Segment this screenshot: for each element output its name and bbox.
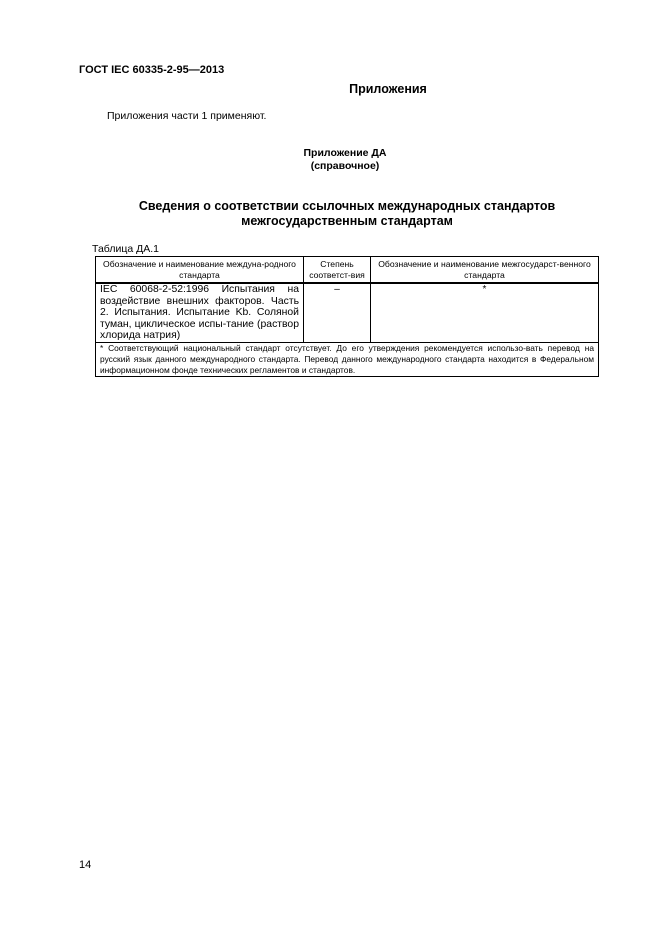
table-row xyxy=(96,283,599,342)
annex-heading xyxy=(0,199,661,229)
cell-degree: – xyxy=(304,283,371,342)
column-header-international: Обозначение и наименование междуна-родного стандарта xyxy=(96,257,304,284)
table-header-row xyxy=(96,257,599,284)
table-label: Таблица ДА.1 xyxy=(92,243,159,255)
table-footnote-row xyxy=(96,342,599,376)
table-footnote: * Соответствующий национальный стандарт отсутствует. До его утверждения рекомендуется использо-вать перевод на русский язык данного международного стандарта. Перевод данного международного стандарта находится в Федеральном информационном фонде технических регламентов и стандартов. xyxy=(96,342,599,376)
intro-text: Приложения части 1 применяют. xyxy=(107,110,267,122)
page-number: 14 xyxy=(79,859,92,871)
annex-heading-line-1: Сведения о соответствии ссылочных международных стандартов xyxy=(138,199,556,213)
annex-subtitle: (справочное) xyxy=(310,160,380,172)
cell-international-standard: IEC 60068-2-52:1996 Испытания на воздействие внешних факторов. Часть 2. Испытания. Испытание Kb. Соляной туман, циклическое испы-тание (раствор хлорида натрия) xyxy=(96,283,304,342)
reference-standards-table xyxy=(95,256,599,377)
section-title: Приложения xyxy=(349,82,427,96)
document-code: ГОСТ IEC 60335-2-95—2013 xyxy=(79,64,225,76)
annex-heading-line-2: межгосударственным стандартам xyxy=(241,214,453,228)
column-header-interstate: Обозначение и наименование межгосударст-венного стандарта xyxy=(371,257,599,284)
cell-interstate-standard: * xyxy=(371,283,599,342)
column-header-degree: Степень соответст-вия xyxy=(304,257,371,284)
annex-title-block xyxy=(0,147,661,173)
annex-title: Приложение ДА xyxy=(303,147,387,159)
